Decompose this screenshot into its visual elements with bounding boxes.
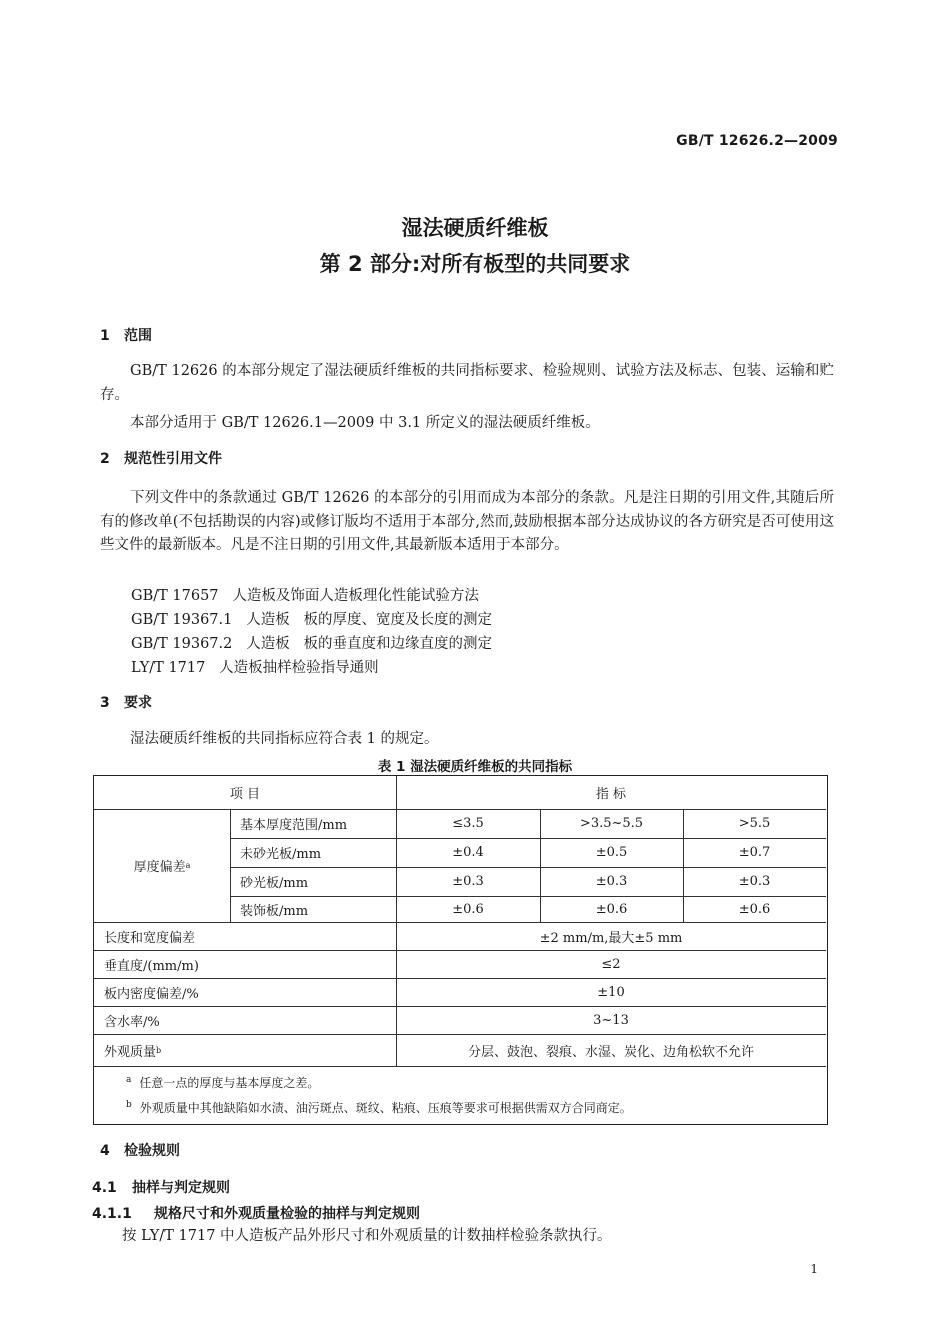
footnote-mark: b: [126, 1100, 132, 1110]
row-label: 未砂光板/mm: [240, 847, 322, 862]
section-4-1-heading: [92, 1177, 230, 1197]
table-cell: ±0.5: [595, 845, 628, 860]
table-footnote-a: [126, 1074, 319, 1091]
requirements-table: [93, 775, 828, 1125]
row-label: 板内密度偏差/%: [104, 986, 199, 1002]
table-cell: ±0.7: [738, 845, 771, 860]
section-4-heading: [100, 1140, 180, 1160]
section-title: 规范性引用文件: [124, 451, 222, 467]
table-cell: ±0.6: [452, 901, 484, 917]
standard-code: GB/T 12626.2—2009: [676, 133, 838, 149]
table-cell: ±0.3: [738, 874, 771, 889]
document-title: 湿法硬质纤维板: [401, 216, 549, 240]
table-cell: ±0.4: [452, 845, 484, 860]
table-header-item: 项 目: [229, 787, 261, 802]
section-title: 范围: [124, 328, 152, 344]
table-cell: ±0.3: [452, 874, 484, 889]
row-label: 装饰板/mm: [240, 903, 309, 919]
section-4-1-1-heading: [92, 1203, 420, 1223]
table-caption: 表 1 湿法硬质纤维板的共同指标: [377, 759, 573, 775]
row-label: 垂直度/(mm/m): [104, 958, 199, 974]
row-label: 砂光板/mm: [240, 876, 309, 891]
document-subtitle: 第 2 部分:对所有板型的共同要求: [319, 252, 631, 276]
section-title: 规格尺寸和外观质量检验的抽样与判定规则: [154, 1206, 420, 1222]
section-number: 4: [100, 1143, 110, 1159]
section-title: 要求: [124, 695, 152, 711]
table-footnote-b: [126, 1099, 632, 1116]
page-number: 1: [810, 1262, 818, 1276]
table-cell: 3~13: [593, 1012, 629, 1028]
table-cell: ≤2: [601, 956, 621, 972]
reference-item: GB/T 19367.2 人造板 板的垂直度和边缘直度的测定: [131, 636, 493, 652]
table-cell: >3.5~5.5: [579, 816, 644, 831]
table-cell: ±0.6: [595, 901, 628, 917]
section-1-paragraph-1: GB/T 12626 的本部分规定了湿法硬质纤维板的共同指标要求、检验规则、试验方法及标志、包装、运输和贮存。: [100, 363, 834, 403]
section-1-paragraph-2: 本部分适用于 GB/T 12626.1—2009 中 3.1 所定义的湿法硬质纤维板。: [130, 415, 600, 431]
row-label: 含水率/%: [104, 1014, 160, 1030]
section-number: 3: [100, 695, 110, 711]
appearance-quality-label: [94, 1034, 396, 1066]
thickness-deviation-text: 厚度偏差: [133, 860, 186, 875]
row-label: 长度和宽度偏差: [104, 930, 196, 946]
footnote-marker: a: [185, 861, 191, 870]
footnote-mark: a: [126, 1075, 132, 1085]
table-cell: ±0.3: [595, 874, 628, 889]
section-1-heading: [100, 325, 152, 345]
section-3-heading: [100, 692, 152, 712]
section-2-heading: [100, 448, 222, 468]
footnote-marker: b: [156, 1045, 162, 1055]
footnote-text: 外观质量中其他缺陷如水渍、油污斑点、斑纹、粘痕、压痕等要求可根据供需双方合同商定。: [139, 1101, 632, 1115]
reference-item: GB/T 17657 人造板及饰面人造板理化性能试验方法: [131, 588, 479, 604]
table-cell: >5.5: [738, 816, 771, 831]
section-number: 4.1.1: [92, 1206, 132, 1222]
section-number: 1: [100, 328, 110, 344]
table-cell: 分层、鼓泡、裂痕、水湿、炭化、边角松软不允许: [467, 1044, 754, 1060]
section-number: 2: [100, 451, 110, 467]
section-title: 检验规则: [124, 1143, 180, 1159]
thickness-deviation-label: [94, 809, 230, 922]
appearance-quality-text: 外观质量: [104, 1044, 157, 1060]
reference-item: LY/T 1717 人造板抽样检验指导通则: [131, 660, 379, 676]
table-cell: ±10: [597, 984, 625, 1000]
table-cell: ±2 mm/m,最大±5 mm: [539, 930, 683, 946]
table-header-index: 指 标: [595, 787, 627, 802]
row-label: 基本厚度范围/mm: [240, 818, 348, 833]
footnote-text: 任意一点的厚度与基本厚度之差。: [139, 1076, 320, 1090]
section-3-paragraph-1: 湿法硬质纤维板的共同指标应符合表 1 的规定。: [130, 731, 439, 747]
section-title: 抽样与判定规则: [132, 1180, 230, 1196]
section-4-1-1-paragraph: 按 LY/T 1717 中人造板产品外形尺寸和外观质量的计数抽样检验条款执行。: [122, 1228, 612, 1244]
section-2-paragraph-1: 下列文件中的条款通过 GB/T 12626 的本部分的引用而成为本部分的条款。凡是注日期的引用文件,其随后所有的修改单(不包括勘误的内容)或修订版均不适用于本部分,然而,鼓励根据本部分达成协议的各方研究是否可使用这些文件的最新版本。凡是不注日期的引用文件,其最新版本适用于本部分。: [100, 490, 834, 553]
section-number: 4.1: [92, 1180, 117, 1196]
table-cell: ≤3.5: [452, 816, 484, 831]
table-cell: ±0.6: [738, 901, 771, 917]
reference-item: GB/T 19367.1 人造板 板的厚度、宽度及长度的测定: [131, 612, 493, 628]
